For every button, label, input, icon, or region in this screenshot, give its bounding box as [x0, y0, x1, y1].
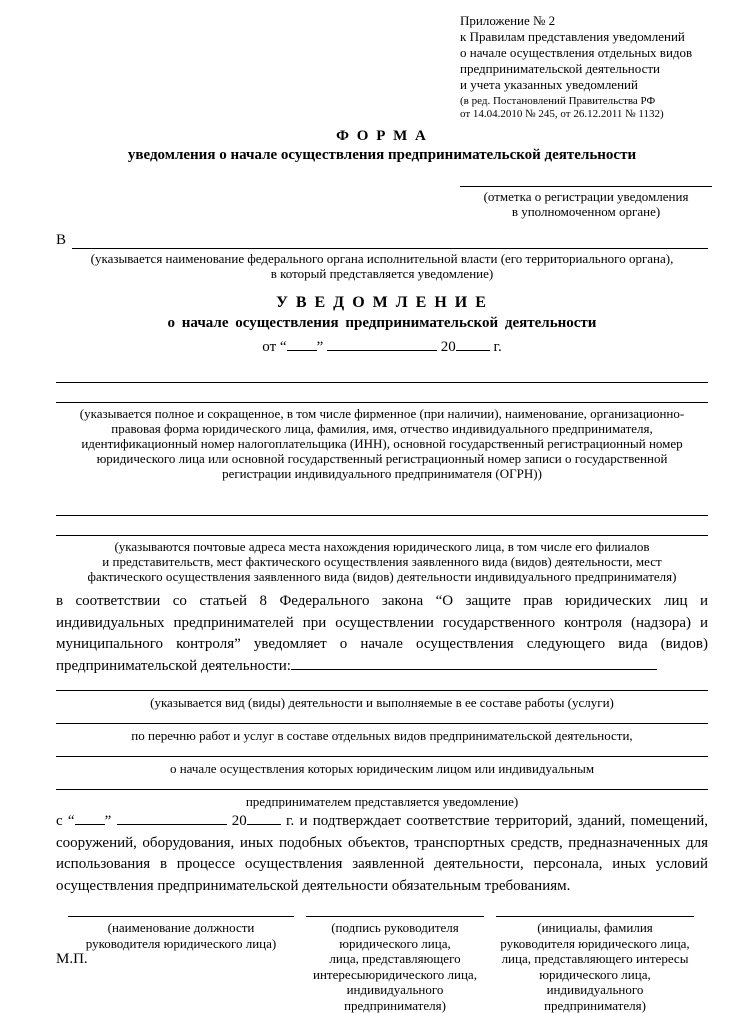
- appendix-note-text: Приложение № 2 к Правилам представления уведомлений о начале осуществления отдельных видов предпринимательской деятельности и учета указанных уведомлений: [460, 13, 693, 92]
- notice-title: [56, 294, 708, 332]
- date-prefix: от: [262, 339, 277, 355]
- open-quote: “: [67, 813, 75, 829]
- fill-line: [56, 787, 708, 790]
- start-caption-row: [56, 754, 708, 776]
- registration-mark-caption: (отметка о регистрации уведомления в уполномоченном органе): [483, 189, 689, 219]
- signature-col-name: [496, 914, 694, 1013]
- day-blank: [75, 812, 105, 825]
- confirmation-text: г. и подтверждает соответствие территорий, зданий, помещений, сооружений, оборудования, иных подобных объектов, транспортных средств, предназначенных для использования в процессе осуществления заявленной деятельности, персонала, иных условий осуществления предпринимательской деятельности обязательным требованиям.: [56, 813, 709, 894]
- list-caption: по перечню работ и услуг в составе отдельных видов предпринимательской деятельности,: [131, 728, 633, 743]
- year-century: 20: [231, 813, 247, 829]
- start-caption: о начале осуществления которых юридическим лицом или индивидуальным: [169, 761, 595, 776]
- fill-line: [72, 231, 708, 249]
- signature-line: [496, 914, 694, 917]
- year-blank: [456, 338, 490, 351]
- address-section: [56, 496, 708, 584]
- signature-caption-position: (наименование должности руководителя юридического лица): [85, 920, 277, 951]
- fill-line: [460, 177, 712, 187]
- open-quote: “: [279, 339, 287, 355]
- address-caption: (указываются почтовые адреса места нахождения юридического лица, в том числе его филиалов и представительств, мест фактического осуществления заявленного вида (видов) деятельности, мест фактического осуществления заявленного вида (видов) деятельности индивидуального предпринимателя): [87, 539, 677, 584]
- signature-block: [68, 914, 694, 1013]
- entity-caption-row: [56, 787, 708, 809]
- month-blank: [117, 812, 227, 825]
- month-blank: [327, 338, 437, 351]
- signature-col-position: [68, 914, 294, 1013]
- activity-caption: (указывается вид (виды) деятельности и выполняемые в ее составе работы (услуги): [150, 695, 614, 710]
- form-title: [56, 128, 708, 164]
- addressee-caption: (указывается наименование федерального органа исполнительной власти (его территориального органа), в который представляется уведомление): [90, 251, 674, 281]
- year-century: 20: [440, 339, 456, 355]
- fill-line: [56, 496, 708, 516]
- notice-title-subtitle: о начале осуществления предпринимательской деятельности: [167, 315, 597, 331]
- signature-caption-signature: (подпись руководителя юридического лица, лица, представляющего интересыюридического лица, индивидуального предпринимателя): [313, 920, 477, 1013]
- date-suffix: г.: [493, 339, 502, 355]
- stamp-place-label: М.П.: [56, 951, 88, 967]
- signature-line: [306, 914, 484, 917]
- day-blank: [287, 338, 317, 351]
- addressee-prefix: В: [56, 232, 67, 248]
- appendix-note: [460, 13, 722, 121]
- confirmation-paragraph: [56, 811, 708, 897]
- appendix-edition-note: (в ред. Постановлений Правительства РФ от 14.04.2010 № 245, от 26.12.2011 № 1132): [460, 95, 664, 120]
- addressee-field: [56, 231, 708, 249]
- form-title-subtitle: уведомления о начале осуществления предпринимательской деятельности: [127, 147, 637, 163]
- signature-caption-name: (инициалы, фамилия руководителя юридического лица, лица, представляющего интересы юридического лица, индивидуального предпринимателя): [500, 920, 690, 1013]
- notice-title-word: У В Е Д О М Л Е Н И Е: [276, 294, 488, 311]
- confirm-prefix: с: [56, 813, 63, 829]
- fill-line: [56, 383, 708, 403]
- registration-mark-field: [460, 177, 712, 219]
- fill-line: [56, 688, 708, 691]
- close-quote: ”: [104, 813, 112, 829]
- list-caption-row: [56, 721, 708, 743]
- activity-caption-row: [56, 688, 708, 710]
- organization-section: [56, 363, 708, 481]
- fill-line: [56, 363, 708, 383]
- statement-paragraph: [56, 591, 708, 677]
- form-title-word: Ф О Р М А: [336, 128, 428, 144]
- fill-line: [56, 721, 708, 724]
- fill-line: [56, 516, 708, 536]
- signature-line: [68, 914, 294, 917]
- activity-blank: [291, 657, 657, 670]
- entity-caption: предпринимателем представляется уведомление): [245, 794, 519, 809]
- notice-date-field: [56, 338, 708, 356]
- statement-text: в соответствии со статьей 8 Федерального закона “О защите прав юридических лиц и индивидуальных предпринимателей при осуществлении государственного контроля (надзора) и муниципального контроля” уведомляет о начале осуществления следующего вида (видов) предпринимательской деятельности:: [56, 593, 708, 674]
- close-quote: ”: [316, 339, 324, 355]
- fill-line: [56, 754, 708, 757]
- year-blank: [247, 812, 281, 825]
- signature-col-signature: [306, 914, 484, 1013]
- organization-caption: (указывается полное и сокращенное, в том числе фирменное (при наличии), наименование, организационно- правовая форма юридического лица, фамилия, имя, отчество индивидуального предпринимателя, идентификационный номер налогоплательщика (ИНН), основной государственный регистрационный номер юридического лица или основной государственный регистрационный номер записи о государственной регистрации индивидуального предпринимателя (ОГРН)): [79, 406, 685, 481]
